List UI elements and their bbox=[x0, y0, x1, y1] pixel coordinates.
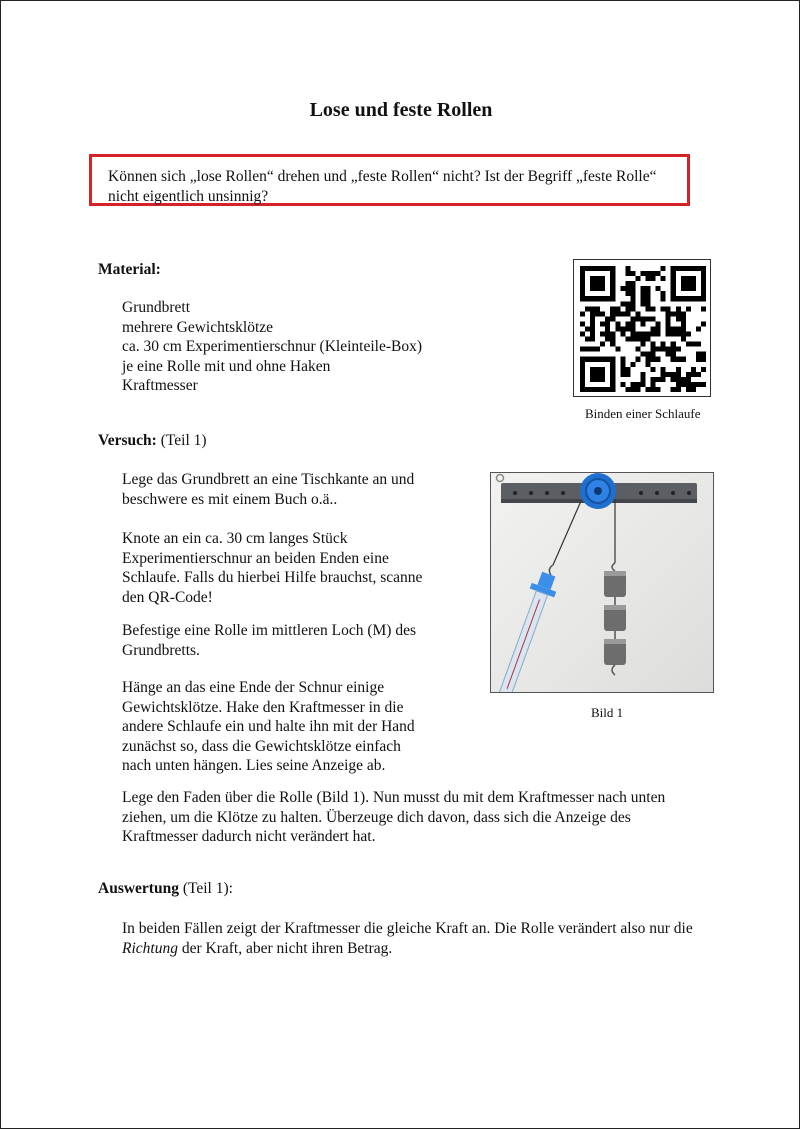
evaluation-text-end: der Kraft, aber nicht ihren Betrag. bbox=[177, 939, 393, 957]
instruction-paragraph: Knote an ein ca. 30 cm langes Stück Experimentierschnur an beiden Enden eine Schlaufe. Falls du hierbei Hilfe brauchst, scanne den QR-Code! bbox=[122, 530, 423, 606]
page-title: Lose und feste Rollen bbox=[309, 99, 493, 121]
evaluation-text-start: In beiden Fällen zeigt der Kraftmesser die gleiche Kraft an. Die Rolle verändert also nur die bbox=[122, 920, 693, 937]
auswertung-heading-label: Auswertung bbox=[98, 880, 179, 897]
material-heading-label: Material: bbox=[98, 261, 161, 278]
instruction-paragraph: Lege den Faden über die Rolle (Bild 1). Nun musst du mit dem Kraftmesser nach unten ziehen, um die Klötze zu halten. Überzeuge dich davon, dass sich die Anzeige des Kraftmesser dadurch nicht verändert hat. bbox=[122, 789, 666, 845]
evaluation-emphasis: Richtung bbox=[122, 939, 178, 957]
auswertung-part-label: (Teil 1): bbox=[182, 880, 233, 897]
material-item: je eine Rolle mit und ohne Haken bbox=[122, 357, 331, 375]
qr-code-graphic bbox=[580, 266, 706, 392]
material-list bbox=[122, 298, 422, 396]
versuch-part-label: (Teil 1) bbox=[160, 432, 207, 449]
material-item: Grundbrett bbox=[122, 299, 191, 316]
experiment-photo bbox=[490, 472, 714, 693]
instruction-paragraph: Lege das Grundbrett an eine Tischkante an und beschwere es mit einem Buch o.ä.. bbox=[122, 471, 415, 508]
qr-caption: Binden einer Schlaufe bbox=[585, 406, 701, 421]
material-item: mehrere Gewichtsklötze bbox=[122, 318, 274, 336]
guiding-question-box: Können sich „lose Rollen“ drehen und „feste Rollen“ nicht? Ist der Begriff „feste Rolle“ nicht eigentlich unsinnig? bbox=[89, 154, 690, 206]
pulley-setup-illustration bbox=[491, 473, 713, 692]
evaluation-paragraph bbox=[122, 919, 697, 958]
material-heading bbox=[98, 261, 161, 279]
instruction-paragraph: Hänge an das eine Ende der Schnur einige Gewichtsklötze. Hake den Kraftmesser in die andere Schlaufe ein und halte ihn mit der Hand zunächst so, dass die Gewichtsklötze einfach nach unten hängen. Lies seine Anzeige ab. bbox=[122, 679, 415, 774]
material-item: ca. 30 cm Experimentierschnur (Kleinteile-Box) bbox=[122, 338, 422, 355]
material-item: Kraftmesser bbox=[122, 377, 198, 394]
versuch-heading bbox=[98, 432, 207, 450]
versuch-heading-label: Versuch: bbox=[98, 432, 157, 449]
instruction-paragraph: Befestige eine Rolle im mittleren Loch (M) des Grundbretts. bbox=[122, 622, 416, 659]
auswertung-heading bbox=[98, 880, 233, 898]
qr-code[interactable] bbox=[573, 259, 711, 397]
figure-caption: Bild 1 bbox=[591, 705, 624, 720]
